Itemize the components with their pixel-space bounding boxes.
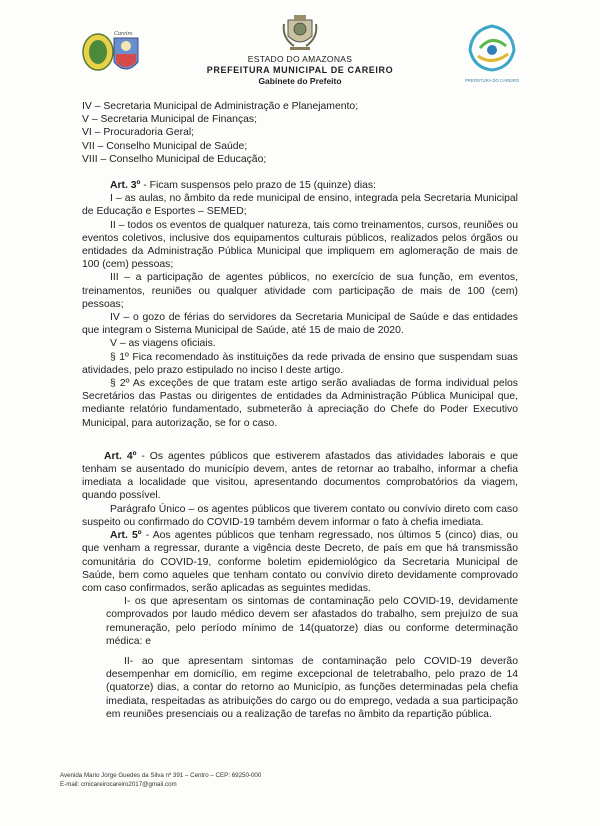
municipal-emblem-logo xyxy=(80,24,142,80)
list-item: IV – Secretaria Municipal de Administração e Planejamento; xyxy=(82,101,359,112)
list-item: V – Secretaria Municipal de Finanças; xyxy=(82,114,257,126)
art3-item-iv: IV – o gozo de férias do servidores da Secretaria Municipal de Saúde e das entidades que integram o Sistema Municipal de Saúde, até 15 de maio de 2020. xyxy=(82,312,518,337)
state-coat-of-arms-icon xyxy=(282,14,318,52)
article-3-title: Art. 3º xyxy=(110,180,141,192)
article-5-title: Art. 5º xyxy=(110,530,142,542)
art3-paragraph-2: § 2º As exceções de que tratam este artigo serão avaliadas de forma individual pelos Secretários das Pastas ou dirigentes de entidades da Administração Pública Municipal que, mediante relatório fundamentado, submeterão à apreciação do Chefe do Poder Executivo Municipal, para autorização, se for o caso. xyxy=(82,378,518,429)
art5-item-ii: II- ao que apresentam sintomas de contaminação pelo COVID-19 deverão desempenhar em domicílio, em regime excepcional de teletrabalho, pelo prazo de 14 (quatorze) dias, a contar do retorno ao Município, as funções determinadas pela chefia imediata, respeitadas as atribuições do cargo ou do emprego, vedada a sua participação em reuniões presenciais ou a realização de tarefas no âmbito da repartição pública. xyxy=(106,655,518,720)
art5-item-i: I- os que apresentam os sintomas de contaminação pelo COVID-19, devidamente comprovados por laudo médico devem ser afastados do trabalho, sem prejuízo de sua remuneração, pelo período mínimo de 14(quatorze) dias ou conforme determinação médica: e xyxy=(106,596,518,647)
art3-item-i: I – as aulas, no âmbito da rede municipal de ensino, integrada pela Secretaria Municipal de Educação e Esportes – SEMED; xyxy=(82,193,518,218)
list-item: VIII – Conselho Municipal de Educação; xyxy=(82,153,267,165)
art4-paragrafo-unico: Parágrafo Único – os agentes públicos que tiverem contato ou convívio direto com caso suspeito ou confirmado do COVID-19 também devem informar o fato à chefia imediata. xyxy=(82,503,518,528)
article-3: Art. 3º - Ficam suspensos pelo prazo de 15 (quinze) dias: xyxy=(110,180,377,192)
decree-body xyxy=(82,100,518,721)
article-4: Art. 4º - Os agentes públicos que estiverem afastados das atividades laborais e que tenham se ausentado do município devem, antes de retornar ao trabalho, informar a chefia imediata a localidade que visitou, apresentando documentos comprobatórios da viagem, quando possível. xyxy=(82,450,518,502)
prefeitura-careiro-logo xyxy=(462,20,522,88)
prefeitura-name: PREFEITURA MUNICIPAL DE CAREIRO xyxy=(206,65,394,75)
state-name: ESTADO DO AMAZONAS xyxy=(247,54,353,64)
art3-item-v: V – as viagens oficiais. xyxy=(110,338,216,350)
article-5: Art. 5º - Aos agentes públicos que tenham regressado, nos últimos 5 (cinco) dias, ou que venham a regressar, durante a vigência deste Decreto, de país em que há transmissão comunitária do COVID-19, conforme boletim epidemiológico da Secretaria Municipal de Saúde, bem como aqueles que tenham contato ou convívio direto devidamente comprovado com caso confirmados, serão aplicadas as seguintes medidas. xyxy=(82,530,518,594)
svg-text:Careiro: Careiro xyxy=(114,31,133,37)
article-4-title: Art. 4º xyxy=(104,450,137,462)
svg-text:PREFEITURA DO CAREIRO: PREFEITURA DO CAREIRO xyxy=(465,78,519,83)
art3-item-iii: III – a participação de agentes públicos, no exercício de sua função, em eventos, treinamentos, reuniões ou qualquer atividade com participação de mais de 100 (cem) pessoas; xyxy=(82,272,518,310)
list-item: VII – Conselho Municipal de Saúde; xyxy=(82,140,248,152)
footer-email: E-mail: cmicareirocareiro2017@gmail.com xyxy=(60,781,177,788)
letterhead xyxy=(150,54,450,87)
footer-address: Avenida Mario Jorge Guedes da Silva nº 391 – Centro – CEP: 69250-000 xyxy=(60,772,262,779)
gabinete-name: Gabinete do Prefeito xyxy=(258,76,342,86)
art3-item-ii: II – todos os eventos de qualquer natureza, tais como treinamentos, cursos, reuniões ou eventos coletivos, inclusive dos equipamentos culturais públicos, realizados pelos órgãos ou entidades da Administração Pública Municipal que impliquem em aglomeração de mais de 100 (cem) pessoas; xyxy=(82,219,518,271)
art3-paragraph-1: § 1º Fica recomendado às instituições da rede privada de ensino que suspendam suas atividades, pelo prazo estipulado no inciso I deste artigo. xyxy=(82,351,518,376)
list-item: VI – Procuradoria Geral; xyxy=(82,127,195,139)
footer xyxy=(60,771,261,789)
